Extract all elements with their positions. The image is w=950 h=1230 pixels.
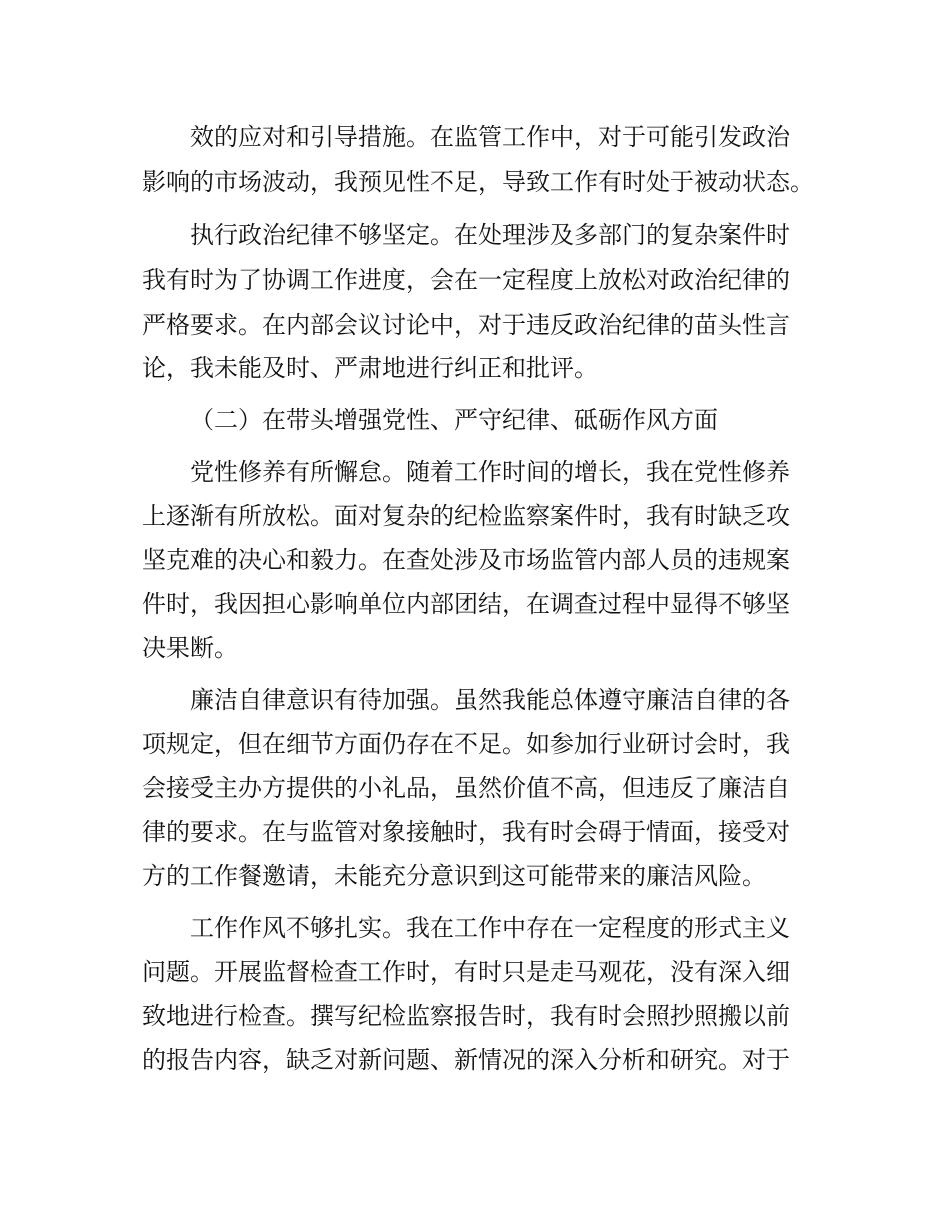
paragraph-5-line-4: 的报告内容，缺乏对新问题、新情况的深入分析和研究。对于	[142, 1046, 790, 1074]
section-heading: （二）在带头增强党性、严守纪律、砥砺作风方面	[190, 406, 718, 434]
paragraph-5-line-2: 问题。开展监督检查工作时，有时只是走马观花，没有深入细	[142, 958, 790, 986]
paragraph-5-line-1: 工作作风不够扎实。我在工作中存在一定程度的形式主义	[190, 914, 790, 942]
paragraph-4-line-1: 廉洁自律意识有待加强。虽然我能总体遵守廉洁自律的各	[190, 686, 790, 714]
paragraph-3-line-1: 党性修养有所懈怠。随着工作时间的增长，我在党性修养	[190, 458, 790, 486]
paragraph-2-line-2: 我有时为了协调工作进度，会在一定程度上放松对政治纪律的	[142, 266, 790, 294]
paragraph-4-line-4: 律的要求。在与监管对象接触时，我有时会碍于情面，接受对	[142, 818, 790, 846]
paragraph-4-line-3: 会接受主办方提供的小礼品，虽然价值不高，但违反了廉洁自	[142, 774, 790, 802]
paragraph-1-line-2: 影响的市场波动，我预见性不足，导致工作有时处于被动状态。	[142, 168, 814, 196]
paragraph-2-line-3: 严格要求。在内部会议讨论中，对于违反政治纪律的苗头性言	[142, 311, 790, 339]
paragraph-3-line-2: 上逐渐有所放松。面对复杂的纪检监察案件时，我有时缺乏攻	[142, 502, 790, 530]
paragraph-1-line-1: 效的应对和引导措施。在监管工作中，对于可能引发政治	[190, 123, 790, 151]
paragraph-3-line-5: 决果断。	[142, 634, 238, 662]
paragraph-4-line-2: 项规定，但在细节方面仍存在不足。如参加行业研讨会时，我	[142, 730, 790, 758]
paragraph-4-line-5: 方的工作餐邀请，未能充分意识到这可能带来的廉洁风险。	[142, 862, 766, 890]
paragraph-3-line-4: 件时，我因担心影响单位内部团结，在调查过程中显得不够坚	[142, 590, 790, 618]
paragraph-3-line-3: 坚克难的决心和毅力。在查处涉及市场监管内部人员的违规案	[142, 546, 790, 574]
paragraph-2-line-1: 执行政治纪律不够坚定。在处理涉及多部门的复杂案件时	[190, 221, 790, 249]
paragraph-2-line-4: 论，我未能及时、严肃地进行纠正和批评。	[142, 354, 598, 382]
paragraph-5-line-3: 致地进行检查。撰写纪检监察报告时，我有时会照抄照搬以前	[142, 1002, 790, 1030]
